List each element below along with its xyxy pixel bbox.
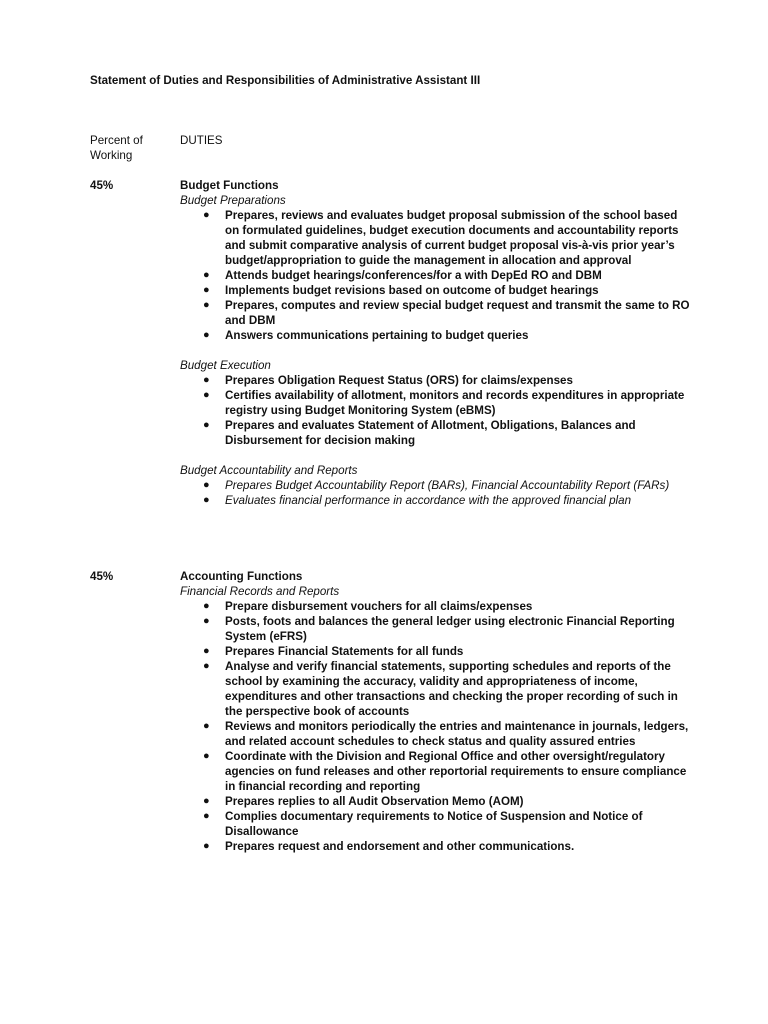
bullet-icon: ● — [203, 479, 210, 491]
list-item — [180, 794, 690, 809]
bullet-icon: ● — [203, 810, 210, 822]
list-item — [180, 208, 690, 268]
list-item — [180, 328, 690, 343]
list-item — [180, 614, 690, 644]
duty-list — [180, 373, 690, 448]
duty-list — [180, 599, 690, 854]
list-item — [180, 659, 690, 719]
list-item — [180, 644, 690, 659]
list-item-text: Posts, foots and balances the general ledger using electronic Financial Reporting System (eFRS) — [225, 615, 675, 643]
list-item-text: Prepares, computes and review special budget request and transmit the same to RO and DBM — [225, 299, 690, 327]
section-percent: 45% — [90, 570, 114, 583]
list-item-text: Coordinate with the Division and Regional Office and other oversight/regulatory agencies on fund releases and other reportorial requirements to ensure compliance in financial recording and reporting — [225, 750, 687, 793]
list-item-text: Certifies availability of allotment, monitors and records expenditures in appropriate registry using Budget Monitoring System (eBMS) — [225, 389, 685, 417]
subsection-title: Budget Accountability and Reports — [180, 464, 358, 477]
list-item-text: Prepares, reviews and evaluates budget proposal submission of the school based on formulated guidelines, budget execution documents and accountability reports and submit comparative analysis of current budget proposal vis-à-vis prior year’s budget/appropriation to guide the management in allocation and approval — [225, 209, 679, 267]
bullet-icon: ● — [203, 299, 210, 311]
duty-list — [180, 478, 690, 508]
section-body — [180, 178, 690, 523]
list-item-text: Complies documentary requirements to Notice of Suspension and Notice of Disallowance — [225, 810, 643, 838]
list-item — [180, 493, 690, 508]
subsection-title: Budget Execution — [180, 359, 271, 372]
list-item — [180, 719, 690, 749]
list-item-text: Prepares Financial Statements for all funds — [225, 645, 464, 658]
list-item — [180, 809, 690, 839]
bullet-icon: ● — [203, 615, 210, 627]
bullet-icon: ● — [203, 660, 210, 672]
list-item-text: Implements budget revisions based on outcome of budget hearings — [225, 284, 599, 297]
bullet-icon: ● — [203, 750, 210, 762]
percent-column-header — [90, 133, 170, 163]
list-item-text: Prepares Budget Accountability Report (BARs), Financial Accountability Report (FARs) — [225, 479, 670, 492]
bullet-icon: ● — [203, 374, 210, 386]
list-item-text: Reviews and monitors periodically the entries and maintenance in journals, ledgers, and related account schedules to check status and quality assured entries — [225, 720, 689, 748]
list-item — [180, 478, 690, 493]
list-item — [180, 839, 690, 854]
list-item-text: Attends budget hearings/conferences/for a with DepEd RO and DBM — [225, 269, 602, 282]
list-item — [180, 418, 690, 448]
bullet-icon: ● — [203, 600, 210, 612]
list-item-text: Prepares Obligation Request Status (ORS) for claims/expenses — [225, 374, 573, 387]
bullet-icon: ● — [203, 720, 210, 732]
document-title: Statement of Duties and Responsibilities of Administrative Assistant III — [90, 74, 481, 87]
subsection-budget-execution — [180, 358, 690, 448]
bullet-icon: ● — [203, 645, 210, 657]
list-item — [180, 283, 690, 298]
bullet-icon: ● — [203, 284, 210, 296]
list-item-text: Prepare disbursement vouchers for all claims/expenses — [225, 600, 533, 613]
subsection-financial-records — [180, 584, 690, 854]
subsection-title: Financial Records and Reports — [180, 585, 340, 598]
section-title: Accounting Functions — [180, 570, 303, 583]
bullet-icon: ● — [203, 209, 210, 221]
list-item — [180, 599, 690, 614]
subsection-budget-accountability — [180, 463, 690, 508]
list-item — [180, 749, 690, 794]
list-item — [180, 268, 690, 283]
list-item-text: Prepares replies to all Audit Observation Memo (AOM) — [225, 795, 524, 808]
list-item-text: Prepares request and endorsement and other communications. — [225, 840, 575, 853]
bullet-icon: ● — [203, 269, 210, 281]
duty-list — [180, 208, 690, 343]
list-item-text: Prepares and evaluates Statement of Allotment, Obligations, Balances and Disbursement for decision making — [225, 419, 636, 447]
list-item — [180, 388, 690, 418]
list-item-text: Evaluates financial performance in accordance with the approved financial plan — [225, 494, 632, 507]
subsection-budget-preparations — [180, 193, 690, 343]
bullet-icon: ● — [203, 840, 210, 852]
list-item — [180, 373, 690, 388]
percent-header-line2: Working — [90, 149, 133, 162]
bullet-icon: ● — [203, 419, 210, 431]
bullet-icon: ● — [203, 795, 210, 807]
bullet-icon: ● — [203, 329, 210, 341]
list-item — [180, 298, 690, 328]
section-title: Budget Functions — [180, 179, 279, 192]
duties-column-header: DUTIES — [180, 134, 223, 147]
bullet-icon: ● — [203, 494, 210, 506]
section-percent: 45% — [90, 179, 114, 192]
subsection-title: Budget Preparations — [180, 194, 286, 207]
percent-header-line1: Percent of — [90, 134, 143, 147]
list-item-text: Analyse and verify financial statements, supporting schedules and reports of the school by examining the accuracy, validity and appropriateness of income, expenditures and other transactions and checking the proper recording of such in the perspective book of accounts — [225, 660, 678, 718]
list-item-text: Answers communications pertaining to budget queries — [225, 329, 529, 342]
section-body — [180, 569, 690, 869]
bullet-icon: ● — [203, 389, 210, 401]
